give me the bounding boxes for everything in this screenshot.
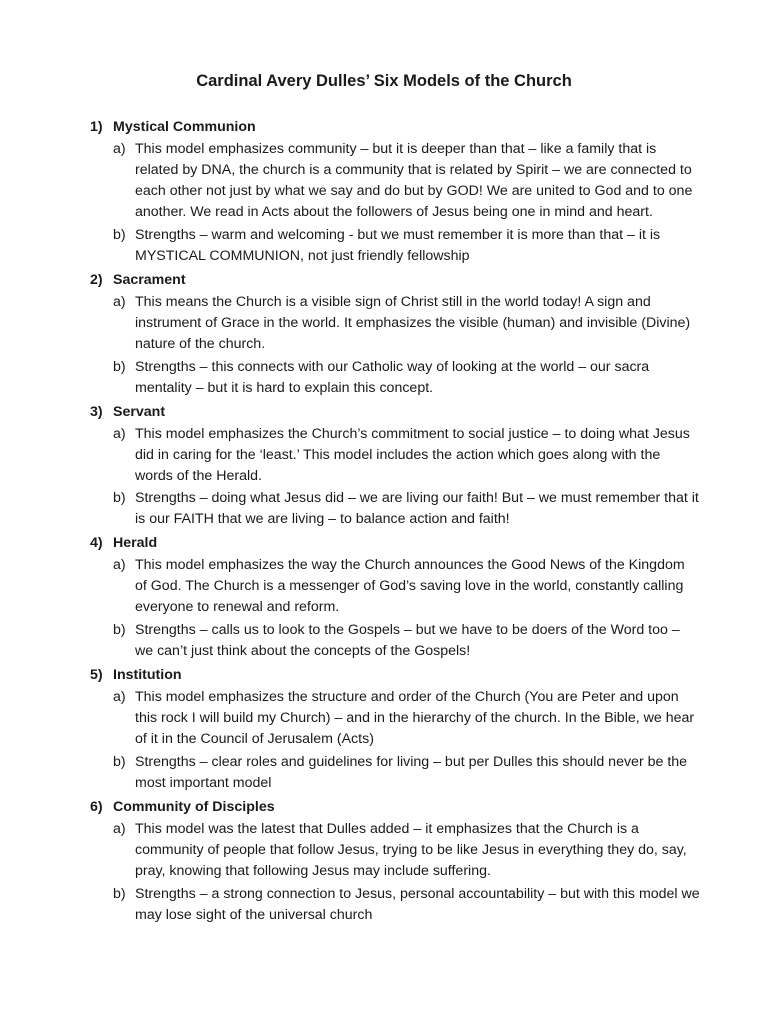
section-items <box>90 424 699 531</box>
item-marker: a) <box>113 820 126 837</box>
list-item <box>90 620 690 662</box>
item-marker: a) <box>113 425 126 442</box>
section-heading <box>90 117 690 138</box>
item-marker: a) <box>113 689 126 706</box>
list-item <box>90 292 690 355</box>
section-items <box>90 555 690 662</box>
section-number: 3) <box>90 403 103 420</box>
section-title: Herald <box>113 535 158 552</box>
item-marker: a) <box>113 557 126 574</box>
item-text: This model emphasizes community – but it is deeper than that – like a family that is related by DNA, the church is a community that is related by Spirit – we are connected to each other not just by what we say and do but by GOD! We are united to God and to one another. We read in Acts about the followers of Jesus being one in mind and heart. <box>135 141 693 220</box>
section-servant <box>90 402 699 531</box>
item-marker: b) <box>113 622 126 639</box>
section-title: Servant <box>113 403 166 420</box>
item-marker: b) <box>113 753 126 770</box>
item-text: Strengths – this connects with our Catholic way of looking at the world – our sacra mentality – but it is hard to explain this concept. <box>135 358 650 396</box>
section-community-of-disciples <box>90 797 700 926</box>
section-sacrament <box>90 270 690 399</box>
list-item <box>90 687 695 750</box>
section-title: Institution <box>113 667 182 684</box>
item-text: Strengths – warm and welcoming - but we must remember it is more than that – it is MYSTICAL COMMUNION, not just friendly fellowship <box>135 226 661 264</box>
section-items <box>90 687 695 794</box>
section-number: 5) <box>90 667 103 684</box>
section-items <box>90 292 690 399</box>
section-number: 4) <box>90 535 103 552</box>
section-institution <box>90 665 695 794</box>
section-heading <box>90 797 690 818</box>
list-item <box>90 884 700 926</box>
list-item <box>90 139 693 223</box>
list-item <box>90 752 690 794</box>
section-heading <box>90 270 690 291</box>
section-number: 1) <box>90 119 103 135</box>
item-text: This means the Church is a visible sign of Christ still in the world today! A sign and instrument of Grace in the world. It emphasizes the visible (human) and invisible (Divine) nature of the church. <box>135 293 691 352</box>
section-number: 2) <box>90 271 103 288</box>
item-text: Strengths – clear roles and guidelines for living – but per Dulles this should never be the most important model <box>135 753 688 791</box>
section-heading <box>90 402 690 423</box>
item-marker: b) <box>113 490 126 507</box>
models-list <box>90 117 700 929</box>
item-marker: b) <box>113 226 126 243</box>
list-item <box>90 424 690 487</box>
item-marker: a) <box>113 141 126 157</box>
item-marker: b) <box>113 358 126 375</box>
item-text: Strengths – doing what Jesus did – we are living our faith! But – we must remember that it is our FAITH that we are living – to balance action and faith! <box>135 490 699 528</box>
item-marker: a) <box>113 293 126 310</box>
item-text: This model was the latest that Dulles added – it emphasizes that the Church is a community of people that follow Jesus, trying to be like Jesus in everything they do, say, pray, knowing that following Jesus may include suffering. <box>135 820 687 879</box>
section-title: Sacrament <box>113 271 186 288</box>
item-text: This model emphasizes the Church’s commitment to social justice – to doing what Jesus did in caring for the ‘least.’ This model includes the action which goes along with the words of the Herald. <box>135 425 690 484</box>
section-title: Community of Disciples <box>113 798 275 815</box>
item-text: Strengths – calls us to look to the Gospels – but we have to be doers of the Word too – we can’t just think about the concepts of the Gospels! <box>135 622 680 660</box>
section-number: 6) <box>90 798 103 815</box>
item-text: This model emphasizes the way the Church announces the Good News of the Kingdom of God. The Church is a messenger of God’s saving love in the world, constantly calling everyone to renewal and reform. <box>135 557 685 616</box>
section-title: Mystical Communion <box>113 119 256 135</box>
item-text: Strengths – a strong connection to Jesus, personal accountability – but with this model we may lose sight of the universal church <box>135 885 700 923</box>
section-heading <box>90 533 690 554</box>
page-title: Cardinal Avery Dulles’ Six Models of the Church <box>196 72 572 90</box>
list-item <box>90 555 690 618</box>
list-item <box>90 488 699 530</box>
section-items <box>90 139 693 267</box>
section-herald <box>90 533 690 662</box>
item-marker: b) <box>113 885 126 902</box>
section-heading <box>90 665 690 686</box>
list-item <box>90 357 690 399</box>
item-text: This model emphasizes the structure and order of the Church (You are Peter and upon this rock I will build my Church) – and in the hierarchy of the church. In the Bible, we hear of it in the Council of Jerusalem (Acts) <box>135 689 695 748</box>
list-item <box>90 819 690 882</box>
section-mystical-communion <box>90 117 693 267</box>
section-items <box>90 819 700 926</box>
list-item <box>90 225 690 267</box>
